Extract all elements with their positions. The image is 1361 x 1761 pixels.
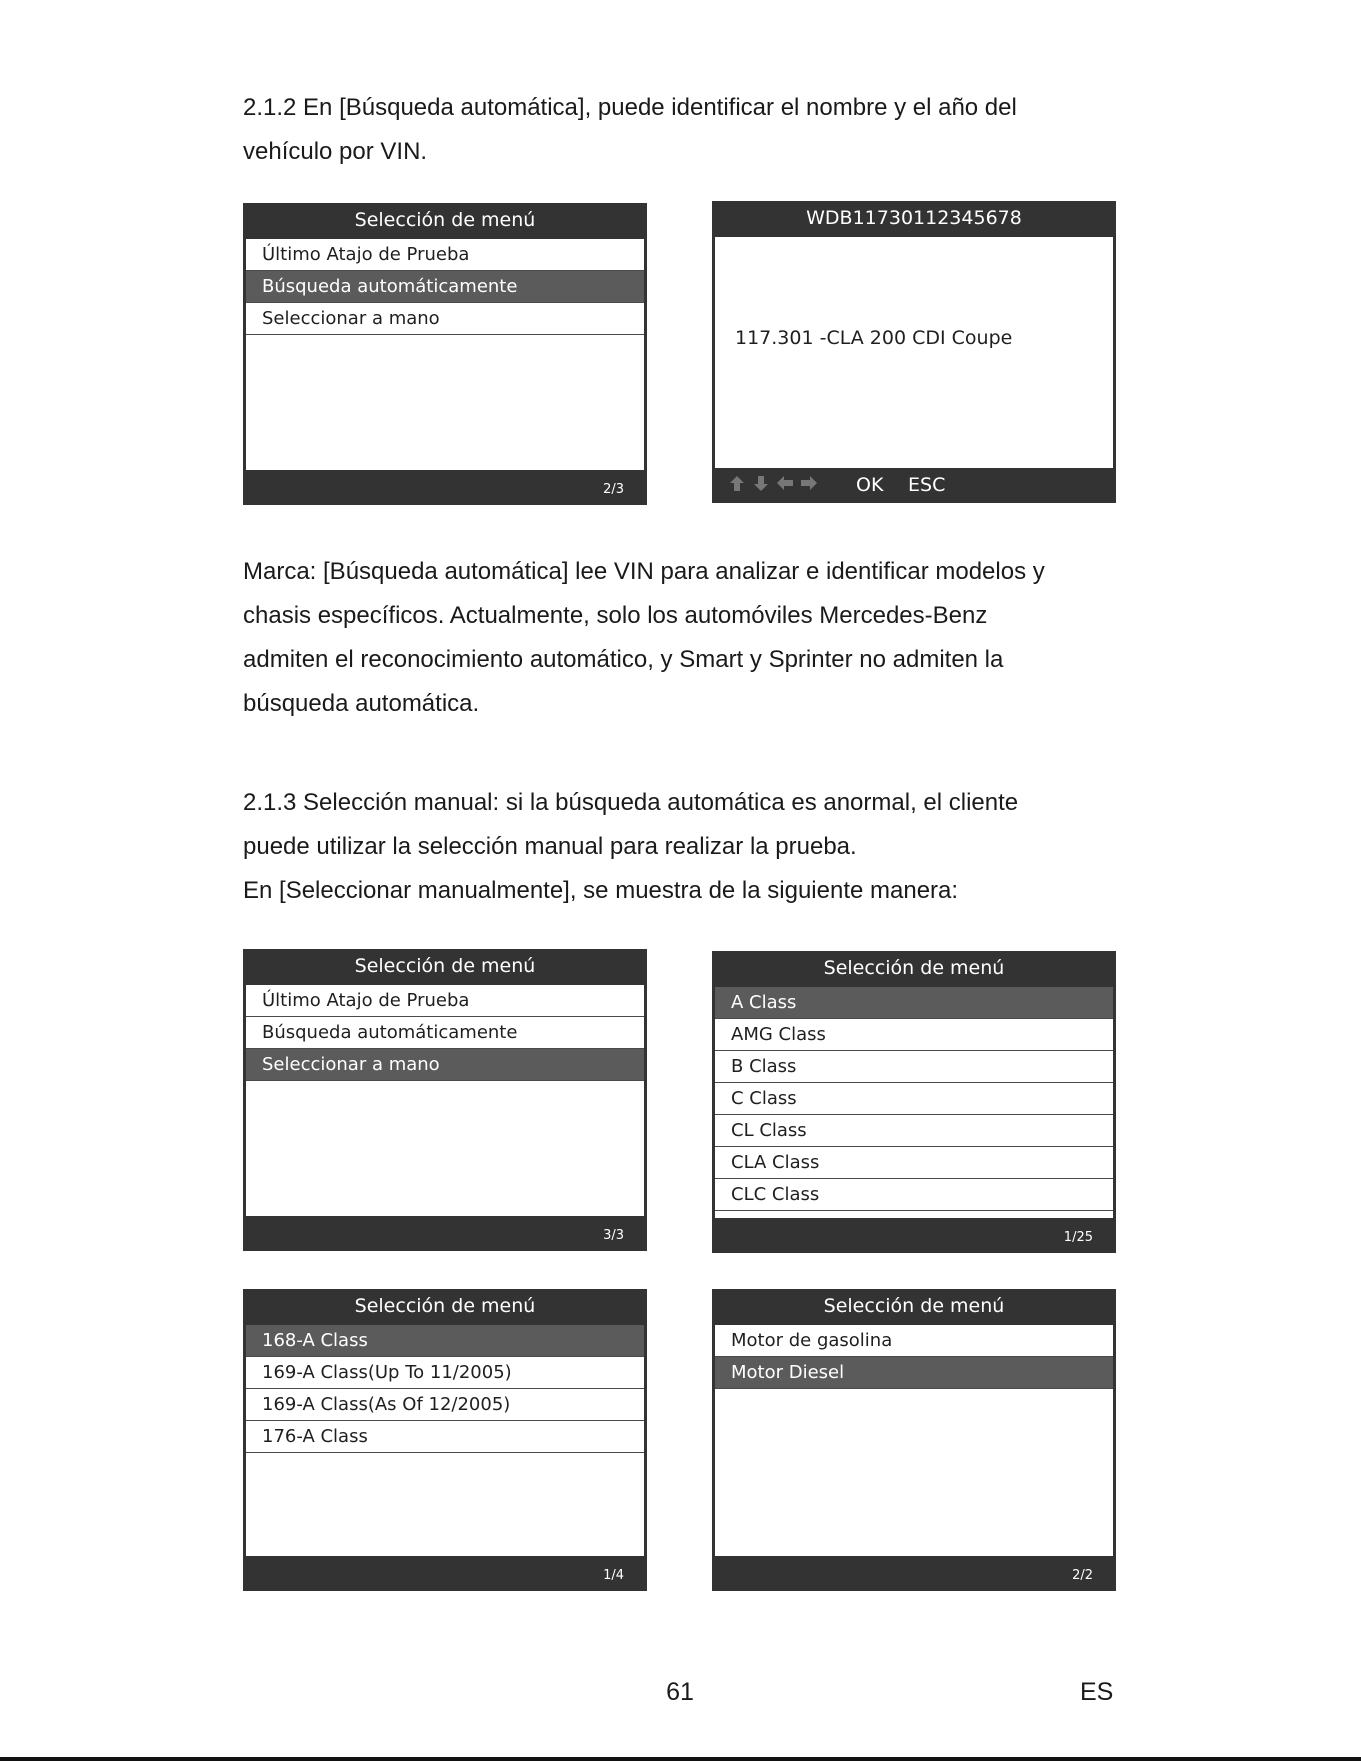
menu-item[interactable]: CLA Class [715, 1147, 1113, 1179]
marca-paragraph [243, 550, 1123, 726]
menu-item-selected[interactable]: Búsqueda automáticamente [246, 271, 644, 303]
menu-item[interactable]: 169-A Class(As Of 12/2005) [246, 1389, 644, 1421]
page-indicator: 2/2 [1072, 1568, 1093, 1583]
menu-item[interactable]: 176-A Class [246, 1421, 644, 1453]
language-code: ES [1080, 1678, 1114, 1706]
arrow-right-icon[interactable] [798, 472, 820, 494]
menu-item[interactable]: CL Class [715, 1115, 1113, 1147]
menu-item[interactable]: Último Atajo de Prueba [246, 239, 644, 271]
menu-item[interactable]: Seleccionar a mano [246, 303, 644, 335]
screen-vin-result [712, 201, 1116, 503]
screen-title: Selección de menú [354, 1295, 536, 1317]
text-line: vehículo por VIN. [243, 138, 428, 165]
section-2-1-2-text [243, 86, 1123, 174]
vin-result-body [715, 237, 1113, 468]
text-line: puede utilizar la selección manual para realizar la prueba. [243, 833, 857, 860]
arrow-up-icon[interactable] [726, 472, 748, 494]
screen-a-class-variants [243, 1289, 647, 1591]
arrow-left-icon[interactable] [774, 472, 796, 494]
screen-footer [712, 1218, 1116, 1253]
screen-footer [243, 1216, 647, 1251]
menu-item[interactable]: Motor de gasolina [715, 1325, 1113, 1357]
menu-item-selected[interactable]: 168-A Class [246, 1325, 644, 1357]
screen-class-list [712, 951, 1116, 1253]
text-line: búsqueda automática. [243, 690, 480, 717]
section-2-1-3-text [243, 781, 1123, 913]
page-indicator: 1/4 [603, 1568, 624, 1583]
menu-item[interactable]: CLC Class [715, 1179, 1113, 1211]
menu-item[interactable]: Búsqueda automáticamente [246, 1017, 644, 1049]
vin-title: WDB11730112345678 [806, 207, 1022, 229]
menu-item[interactable]: Último Atajo de Prueba [246, 985, 644, 1017]
arrow-down-icon[interactable] [750, 472, 772, 494]
page-indicator: 3/3 [603, 1228, 624, 1243]
page-indicator: 2/3 [603, 482, 624, 497]
menu-item[interactable]: B Class [715, 1051, 1113, 1083]
text-line: admiten el reconocimiento automático, y Smart y Sprinter no admiten la [243, 646, 1004, 673]
menu-list [246, 239, 644, 470]
ok-button[interactable]: OK [856, 474, 884, 496]
page-indicator: 1/25 [1063, 1230, 1093, 1245]
text-line: 2.1.2 En [Búsqueda automática], puede identificar el nombre y el año del [243, 94, 1017, 121]
text-line: En [Seleccionar manualmente], se muestra de la siguiente manera: [243, 877, 959, 904]
screen-footer [243, 470, 647, 505]
screen-title: Selección de menú [354, 955, 536, 977]
screen-engine-type [712, 1289, 1116, 1591]
screen-footer [712, 468, 1116, 503]
text-line: chasis específicos. Actualmente, solo los automóviles Mercedes-Benz [243, 602, 988, 629]
screen-menu-manual [243, 949, 647, 1251]
screen-footer [712, 1556, 1116, 1591]
text-line: 2.1.3 Selección manual: si la búsqueda automática es anormal, el cliente [243, 789, 1019, 816]
screen-footer [243, 1556, 647, 1591]
menu-list [715, 1325, 1113, 1556]
screen-menu-auto-search [243, 203, 647, 505]
menu-item-selected[interactable]: Seleccionar a mano [246, 1049, 644, 1081]
menu-list [246, 1325, 644, 1556]
esc-button[interactable]: ESC [908, 474, 946, 496]
menu-item-selected[interactable]: A Class [715, 987, 1113, 1019]
page-number: 61 [666, 1678, 694, 1706]
menu-item[interactable]: 169-A Class(Up To 11/2005) [246, 1357, 644, 1389]
menu-item-selected[interactable]: Motor Diesel [715, 1357, 1113, 1389]
nav-icons [726, 472, 820, 494]
menu-item[interactable]: AMG Class [715, 1019, 1113, 1051]
screen-title: Selección de menú [823, 957, 1005, 979]
menu-list [715, 987, 1113, 1218]
text-line: Marca: [Búsqueda automática] lee VIN para analizar e identificar modelos y [243, 558, 1045, 585]
bottom-rule [0, 1757, 1361, 1761]
vehicle-model-result: 117.301 -CLA 200 CDI Coupe [735, 327, 1013, 349]
menu-item[interactable]: C Class [715, 1083, 1113, 1115]
screen-title: Selección de menú [354, 209, 536, 231]
screen-title: Selección de menú [823, 1295, 1005, 1317]
menu-list [246, 985, 644, 1216]
